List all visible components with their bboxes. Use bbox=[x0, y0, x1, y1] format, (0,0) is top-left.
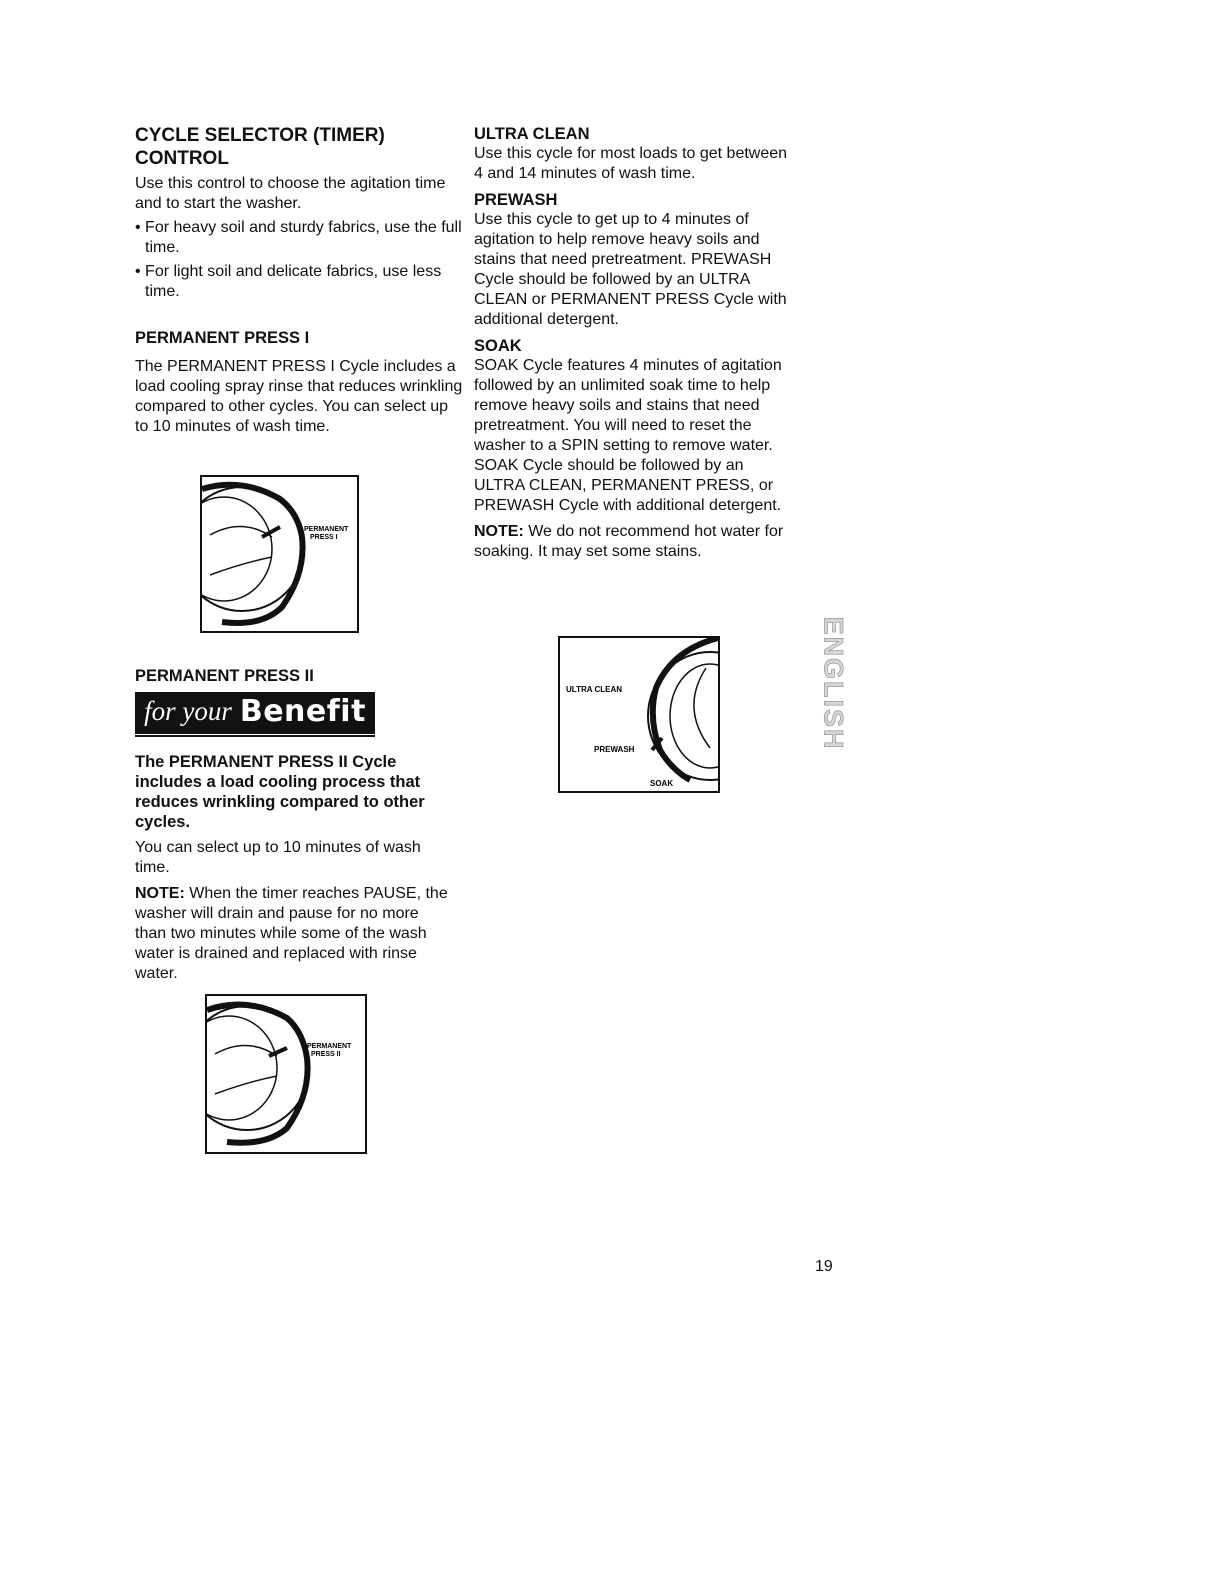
bullet-heavy-soil: • For heavy soil and sturdy fabrics, use the full time. bbox=[135, 219, 462, 256]
pp2-heading: PERMANENT PRESS II bbox=[135, 667, 314, 685]
language-side-tab bbox=[818, 594, 848, 772]
dial-illustration-ultra-clean bbox=[558, 636, 720, 793]
dial3-label-soak: SOAK bbox=[650, 779, 674, 788]
pp1-heading: PERMANENT PRESS I bbox=[135, 329, 310, 347]
right-column bbox=[474, 124, 814, 562]
for-your-benefit-banner bbox=[135, 692, 375, 734]
dial-illustration-pp2 bbox=[205, 994, 367, 1154]
cycle-selector-intro: Use this control to choose the agitation time and to start the washer. bbox=[135, 175, 446, 212]
soak-note-text: We do not recommend hot water for soaking. It may set some stains. bbox=[474, 523, 784, 560]
dial-illustration-pp1 bbox=[200, 475, 359, 633]
cycle-selector-heading-2: CONTROL bbox=[135, 148, 229, 169]
pp1-text: The PERMANENT PRESS I Cycle includes a load cooling spray rinse that reduces wrinkling compared to other cycles. You can select up to 10 minutes of wash time. bbox=[135, 358, 463, 435]
soak-heading: SOAK bbox=[474, 337, 522, 355]
timer-dial-ultra-clean-graphic bbox=[560, 638, 718, 791]
ultra-clean-heading: ULTRA CLEAN bbox=[474, 125, 590, 143]
soak-text: SOAK Cycle features 4 minutes of agitation followed by an unlimited soak time to help remove heavy soils and stains that need pretreatment. You will need to reset the washer to a SPIN setting to remove water. SOAK Cycle should be followed by an ULTRA CLEAN, PERMANENT PRESS, or PREWASH Cycle with additional detergent. bbox=[474, 357, 782, 514]
dial2-label-press: PRESS II bbox=[311, 1051, 341, 1058]
language-side-tab-text: ENGLISH bbox=[818, 615, 849, 751]
benefit-bold-text: Benefit bbox=[239, 694, 366, 729]
pp2-bold-text: The PERMANENT PRESS II Cycle includes a load cooling process that reduces wrinkling compared to other cycles. bbox=[135, 753, 425, 831]
dial1-label-press: PRESS I bbox=[310, 534, 338, 541]
prewash-text: Use this cycle to get up to 4 minutes of agitation to help remove heavy soils and stains that need pretreatment. PREWASH Cycle should be followed by an ULTRA CLEAN or PERMANENT PRESS Cycle with additional detergent. bbox=[474, 211, 787, 328]
timer-dial-pp2-graphic bbox=[207, 996, 365, 1152]
dial3-label-ultra-clean: ULTRA CLEAN bbox=[566, 685, 622, 694]
soak-note-label: NOTE: bbox=[474, 523, 524, 540]
pp2-text: You can select up to 10 minutes of wash time. bbox=[135, 839, 421, 876]
page-number: 19 bbox=[815, 1258, 833, 1275]
cycle-selector-heading: CYCLE SELECTOR (TIMER) bbox=[135, 125, 385, 146]
left-column bbox=[135, 124, 465, 437]
benefit-underline bbox=[135, 735, 375, 737]
pp2-body bbox=[135, 752, 455, 984]
dial2-label-permanent: PERMANENT bbox=[307, 1043, 352, 1050]
dial1-label-permanent: PERMANENT bbox=[304, 526, 349, 533]
pp2-note-text: When the timer reaches PAUSE, the washer will drain and pause for no more than two minutes while some of the wash water is drained and replaced with rinse water. bbox=[135, 885, 448, 982]
ultra-clean-text: Use this cycle for most loads to get between 4 and 14 minutes of wash time. bbox=[474, 145, 788, 182]
pp2-note-label: NOTE: bbox=[135, 885, 185, 902]
pp2-note bbox=[135, 884, 450, 984]
soak-note bbox=[474, 522, 799, 562]
benefit-italic-text: for your bbox=[144, 696, 232, 726]
dial3-label-prewash: PREWASH bbox=[594, 745, 635, 754]
bullet-light-soil: • For light soil and delicate fabrics, use less time. bbox=[135, 263, 442, 300]
prewash-heading: PREWASH bbox=[474, 191, 558, 209]
timer-dial-pp1-graphic bbox=[202, 477, 357, 631]
